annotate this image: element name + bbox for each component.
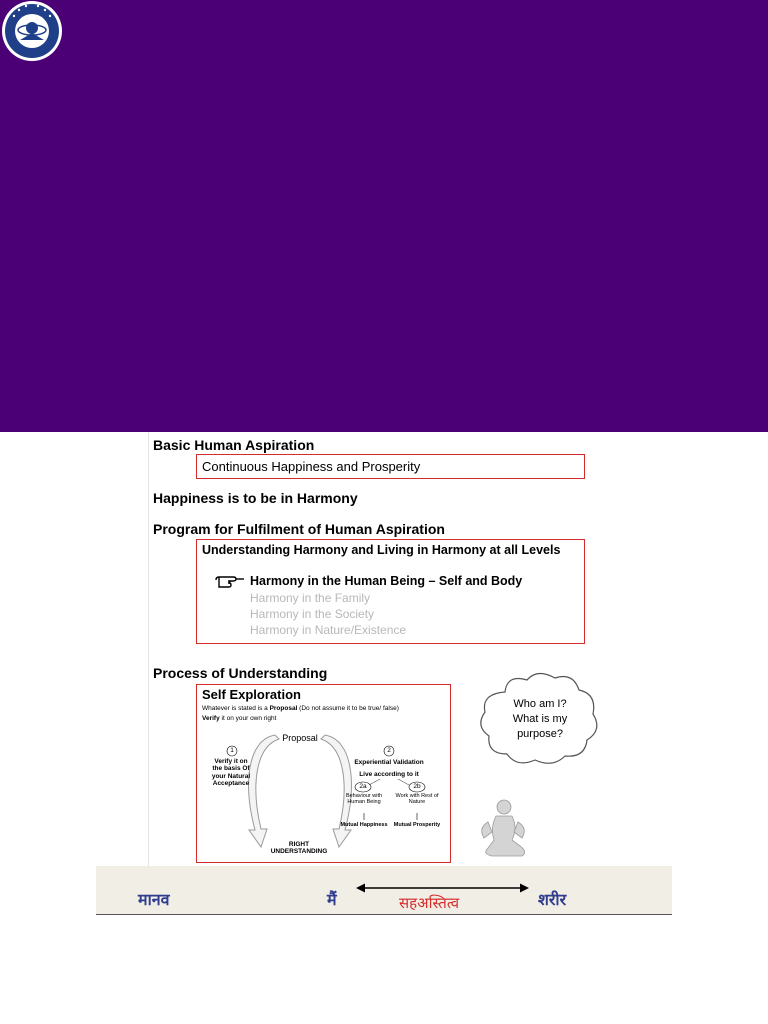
pointing-hand-icon [215,575,245,589]
mutual-prosperity: Mutual Prosperity [393,822,441,828]
work-label: Work with Rest of Nature [395,793,439,806]
mutual-happiness: Mutual Happiness [340,822,388,828]
box-self-exploration [196,684,451,863]
harmony-society: Harmony in the Society [250,607,375,621]
verify-line [202,715,276,722]
proposal-label: Proposal [282,733,318,743]
harmony-nature: Harmony in Nature/Existence [250,623,407,637]
harmony-family: Harmony in the Family [250,591,371,605]
num-1: 1 [230,747,234,754]
manav-label: मानव [138,890,170,909]
num-2b: 2b [413,783,421,790]
main-label: मैं [327,890,337,909]
proposal-line-c: (Do not assume it to be true/ false) [297,705,399,712]
purple-banner [0,0,768,432]
box-happiness-prosperity [196,454,585,479]
meditating-figure [474,798,532,860]
behaviour-label: Behaviour with Human Being [345,793,383,806]
sahastitva-label: सहअस्तित्व [399,894,460,912]
sharir-label: शरीर [538,890,567,909]
cloud-line-3: purpose? [517,728,563,740]
box2-title: Understanding Harmony and Living in Harmony at all Levels [202,543,561,557]
cloud-line-2: What is my [512,713,568,725]
heading-harmony: Happiness is to be in Harmony [153,490,358,506]
cloud-line-1: Who am I? [513,698,567,710]
verify-natural-acceptance: Verify it on the basis Of your Natural Acceptance [211,758,251,788]
heading-program: Program for Fulfilment of Human Aspiration [153,521,445,537]
heading-process: Process of Understanding [153,665,328,681]
logo-seal [0,0,64,64]
box-harmony-levels [196,539,585,644]
proposal-line-a: Whatever is stated is a [202,705,270,712]
harmony-human-being: Harmony in the Human Being – Self and Body [250,574,523,588]
cloud-text [475,697,605,742]
proposal-line [202,705,399,712]
heading-basic-aspiration: Basic Human Aspiration [153,437,315,453]
box1-text: Continuous Happiness and Prosperity [202,459,421,474]
concept-strip [96,866,672,915]
self-exploration-title: Self Exploration [202,687,301,702]
right-understanding: RIGHT UNDERSTANDING [270,841,328,856]
verify-line-a: Verify [202,715,220,722]
num-2: 2 [387,747,391,754]
experiential-validation: Experiential Validation [354,759,424,766]
verify-line-b: it on your own right [219,715,277,722]
slide-divider [148,432,149,867]
proposal-line-b: Proposal [269,705,298,712]
num-2a: 2a [359,783,367,790]
live-according: Live according to it [359,771,419,778]
